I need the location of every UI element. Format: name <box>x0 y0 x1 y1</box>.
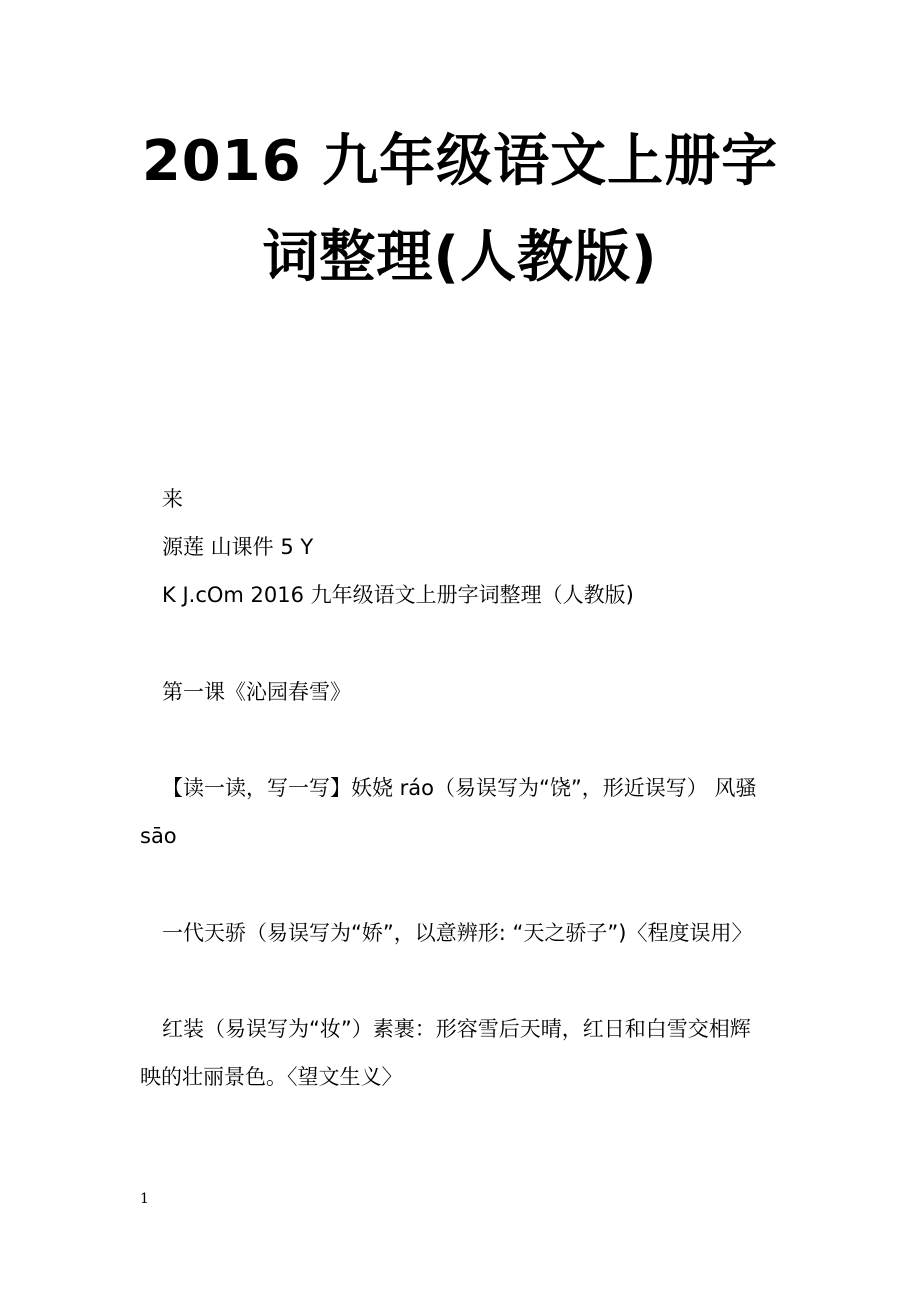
paragraph-hongzhuang: 红装（易误写为“妆”）素裹：形容雪后天晴，红日和白雪交相辉 <box>162 1017 751 1041</box>
document-title-line-1: 2016 九年级语文上册字 <box>141 129 779 194</box>
paragraph-hongzhuang-cont: 映的壮丽景色。〈望文生义〉 <box>140 1065 403 1089</box>
page-number: 1 <box>140 1191 149 1207</box>
document-title-line-2: 词整理(人教版) <box>262 225 658 290</box>
paragraph-read-write-cont: sāo <box>140 824 177 848</box>
paragraph-source-2: 源莲 山课件 5 Y <box>162 535 314 559</box>
paragraph-source-1: 来 <box>162 487 183 511</box>
paragraph-read-write: 【读一读，写一写】妖娆 ráo（易误写为“饶”，形近误写） 风骚 <box>162 776 757 800</box>
paragraph-tianjiao: 一代天骄（易误写为“娇”，以意辨形: “天之骄子”)〈程度误用〉 <box>162 921 753 945</box>
paragraph-source-3: K J.cOm 2016 九年级语文上册字词整理（人教版) <box>162 583 634 607</box>
lesson-heading: 第一课《沁园春雪》 <box>162 680 351 704</box>
